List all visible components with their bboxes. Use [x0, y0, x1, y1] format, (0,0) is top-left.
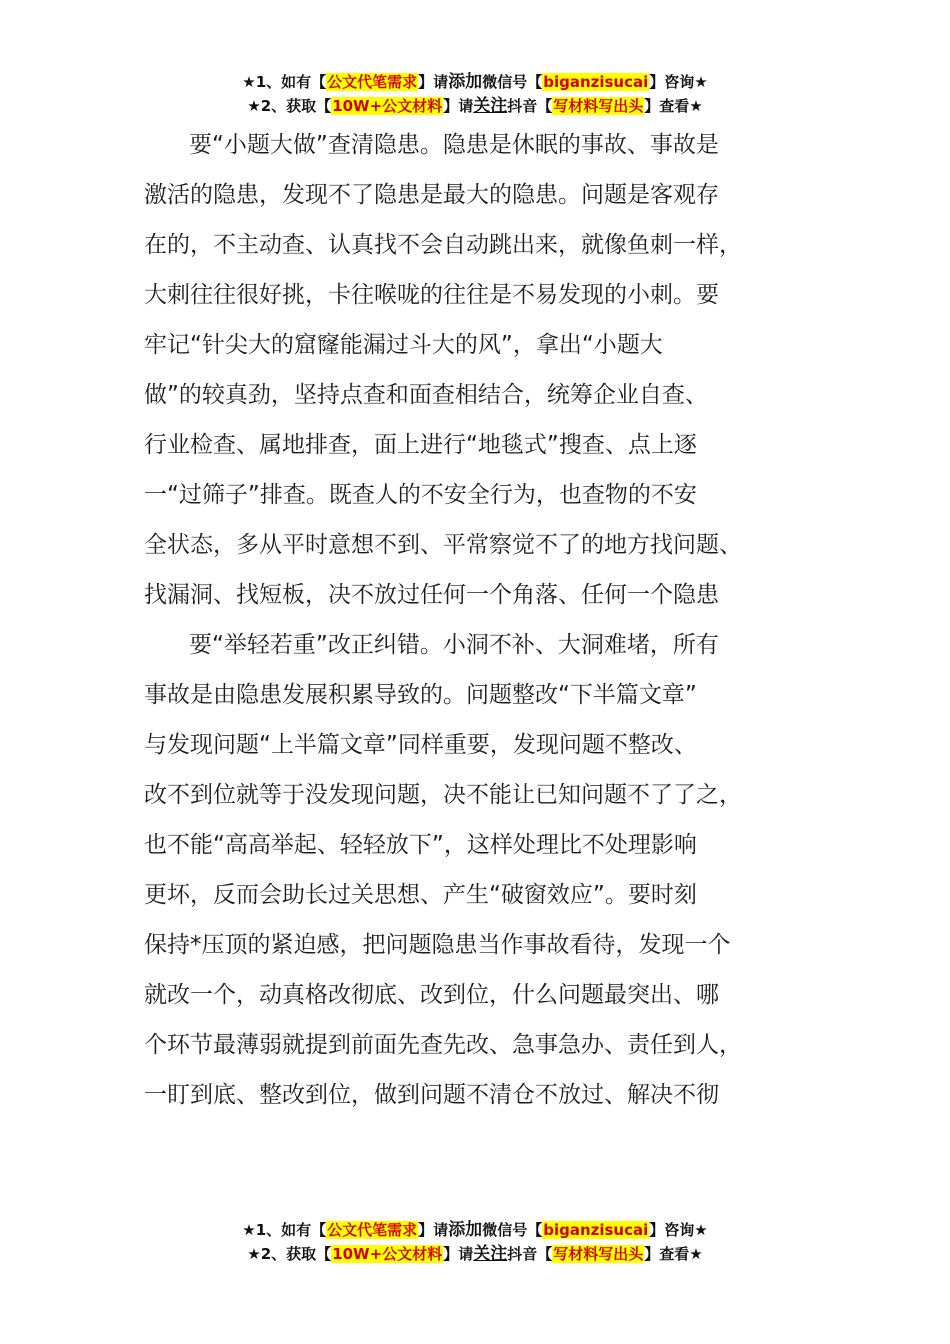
header-highlight-materials: 10W+公文材料	[332, 97, 443, 115]
footer-line-1-mid1: 】请	[418, 1221, 449, 1239]
star-icon: ★	[689, 1245, 703, 1263]
header-line-2	[0, 94, 950, 118]
paragraph-2-line-7: 保持*压顶的紧迫感，把问题隐患当作事故看待，发现一个	[144, 932, 731, 958]
footer-highlight-douyin: 写材料写出头	[553, 1245, 644, 1263]
header-line-1-add: 添加	[448, 72, 483, 92]
paragraph-1-line-9: 全状态，多从平时意想不到、平常察觉不了的地方找问题、	[144, 532, 742, 558]
footer-line-2-follow: 关注	[473, 1244, 508, 1264]
header-line-1-suffix: 】咨询	[649, 73, 695, 91]
star-icon: ★	[247, 1245, 261, 1263]
paragraph-2-line-4: 改不到位就等于没发现问题，决不能让已知问题不了了之，	[144, 782, 742, 808]
paragraph-2-line-2: 事故是由隐患发展积累导致的。问题整改“下半篇文章”	[144, 682, 697, 708]
footer-banner	[0, 1218, 950, 1266]
paragraph-1-line-1: 要“小题大做”查清隐患。隐患是休眠的事故、事故是	[189, 132, 719, 158]
header-highlight-service: 公文代笔需求	[327, 73, 418, 91]
footer-line-1-prefix: 1、如有【	[255, 1221, 327, 1239]
header-line-2-follow: 关注	[473, 96, 508, 116]
paragraph-1-line-3: 在的，不主动查、认真找不会自动跳出来，就像鱼刺一样，	[144, 232, 742, 258]
footer-line-2-mid1: 】请	[443, 1245, 474, 1263]
star-icon: ★	[247, 97, 261, 115]
paragraph-2-line-10: 一盯到底、整改到位，做到问题不清仓不放过、解决不彻	[144, 1082, 719, 1108]
header-line-2-mid2: 抖音【	[507, 97, 553, 115]
footer-line-2-prefix: 2、获取【	[260, 1245, 332, 1263]
footer-line-2-mid2: 抖音【	[507, 1245, 553, 1263]
paragraph-1-line-7: 行业检查、属地排查，面上进行“地毯式”搜查、点上逐	[144, 432, 697, 458]
star-icon: ★	[694, 1221, 708, 1239]
paragraph-2-line-1: 要“举轻若重”改正纠错。小洞不补、大洞难堵，所有	[189, 632, 719, 658]
document-body	[144, 120, 809, 1120]
footer-line-2-suffix: 】查看	[644, 1245, 690, 1263]
header-highlight-wechat-id: biganzisucai	[543, 73, 649, 91]
star-icon: ★	[242, 1221, 256, 1239]
header-line-2-prefix: 2、获取【	[260, 97, 332, 115]
footer-line-1-add: 添加	[448, 1220, 483, 1240]
header-highlight-douyin: 写材料写出头	[553, 97, 644, 115]
footer-line-1-mid2: 微信号【	[482, 1221, 543, 1239]
header-line-1-mid1: 】请	[418, 73, 449, 91]
paragraph-2-line-5: 也不能“高高举起、轻轻放下”，这样处理比不处理影响	[144, 832, 697, 858]
footer-highlight-service: 公文代笔需求	[327, 1221, 418, 1239]
paragraph-1-line-2: 激活的隐患，发现不了隐患是最大的隐患。问题是客观存	[144, 182, 719, 208]
footer-line-2	[0, 1242, 950, 1266]
star-icon: ★	[242, 73, 256, 91]
paragraph-1-line-4: 大刺往往很好挑，卡往喉咙的往往是不易发现的小刺。要	[144, 282, 719, 308]
header-line-1	[0, 70, 950, 94]
header-line-2-suffix: 】查看	[644, 97, 690, 115]
paragraph-1-line-6: 做”的较真劲，坚持点查和面查相结合，统筹企业自查、	[144, 382, 708, 408]
header-line-1-mid2: 微信号【	[482, 73, 543, 91]
star-icon: ★	[689, 97, 703, 115]
star-icon: ★	[694, 73, 708, 91]
paragraph-2-line-3: 与发现问题“上半篇文章”同样重要，发现问题不整改、	[144, 732, 697, 758]
header-banner	[0, 70, 950, 118]
paragraph-2-line-9: 个环节最薄弱就提到前面先查先改、急事急办、责任到人，	[144, 1032, 742, 1058]
paragraph-2-line-6: 更坏，反而会助长过关思想、产生“破窗效应”。要时刻	[144, 882, 697, 908]
header-line-2-mid1: 】请	[443, 97, 474, 115]
header-line-1-prefix: 1、如有【	[255, 73, 327, 91]
paragraph-1-line-8: 一“过筛子”排查。既查人的不安全行为，也查物的不安	[144, 482, 697, 508]
paragraph-1-line-10: 找漏洞、找短板，决不放过任何一个角落、任何一个隐患	[144, 582, 719, 608]
paragraph-2-line-8: 就改一个，动真格改彻底、改到位，什么问题最突出、哪	[144, 982, 719, 1008]
footer-line-1	[0, 1218, 950, 1242]
footer-line-1-suffix: 】咨询	[649, 1221, 695, 1239]
paragraph-1-line-5: 牢记“针尖大的窟窿能漏过斗大的风”，拿出“小题大	[144, 332, 663, 358]
footer-highlight-wechat-id: biganzisucai	[543, 1221, 649, 1239]
footer-highlight-materials: 10W+公文材料	[332, 1245, 443, 1263]
